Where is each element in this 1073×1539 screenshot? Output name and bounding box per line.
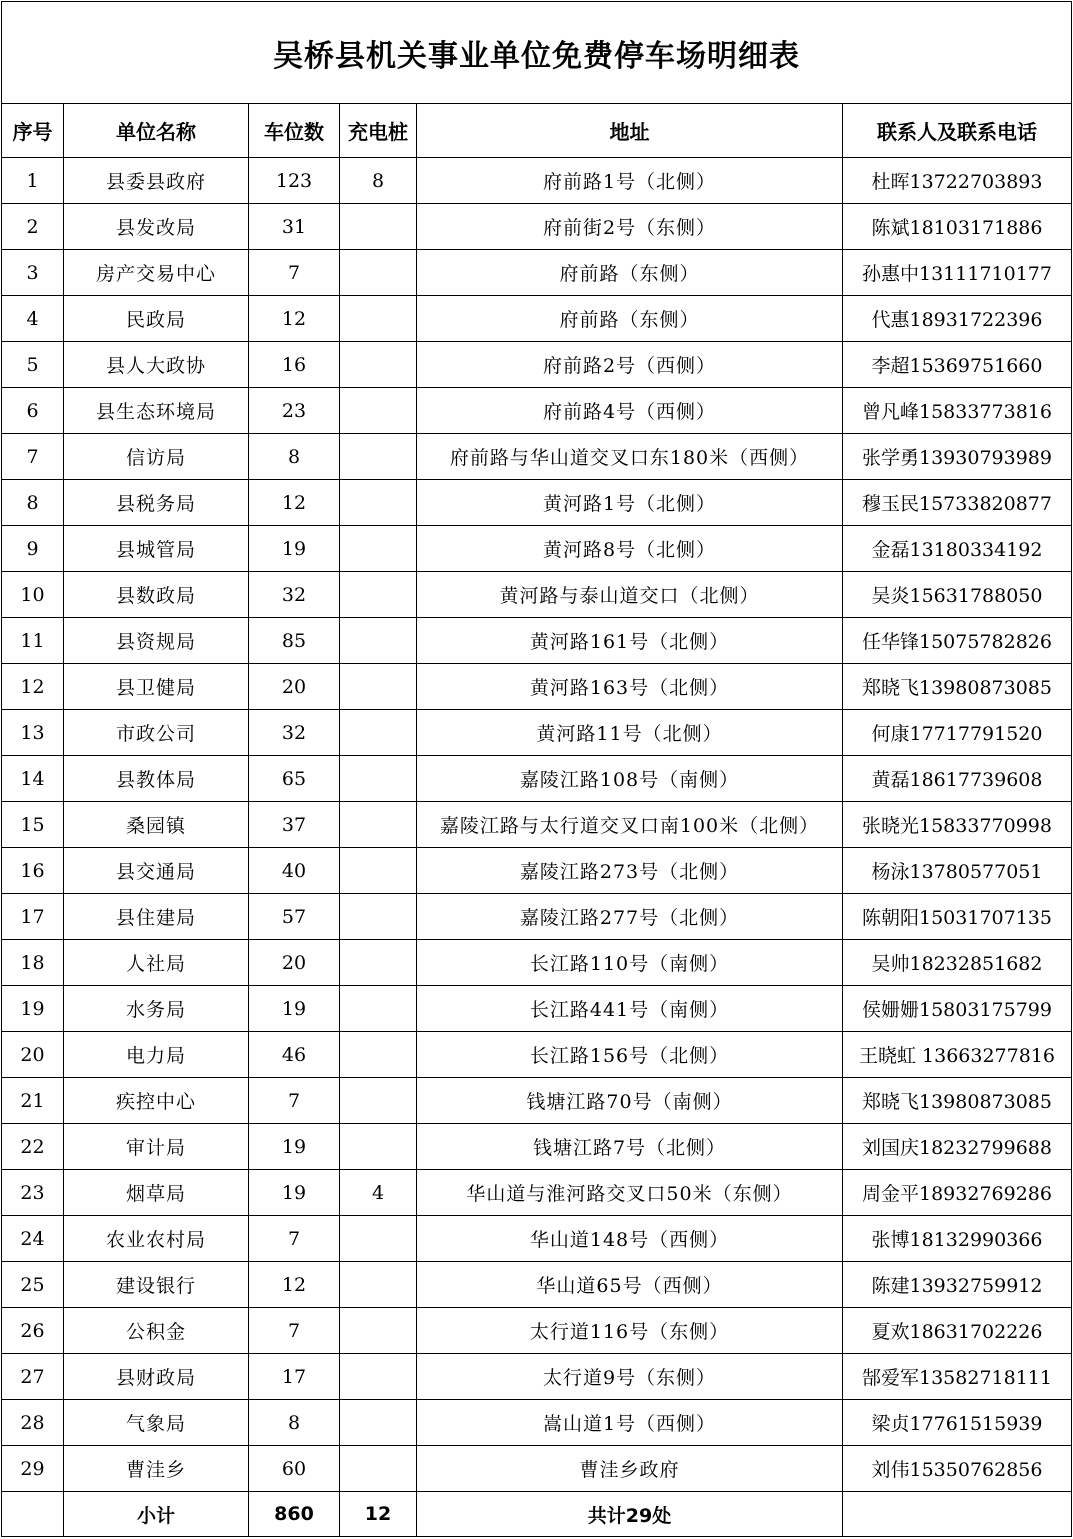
cell-charging-piles xyxy=(340,664,417,710)
cell-address: 府前路（东侧） xyxy=(417,250,843,296)
cell-unit-name: 县城管局 xyxy=(64,526,249,572)
cell-unit-name: 建设银行 xyxy=(64,1262,249,1308)
cell-address: 府前路（东侧） xyxy=(417,296,843,342)
cell-address: 黄河路163号（北侧） xyxy=(417,664,843,710)
cell-parking-spaces: 19 xyxy=(249,526,340,572)
cell-index: 22 xyxy=(2,1124,64,1170)
cell-unit-name: 疾控中心 xyxy=(64,1078,249,1124)
cell-charging-piles xyxy=(340,618,417,664)
cell-contact: 代惠18931722396 xyxy=(843,296,1072,342)
cell-charging-piles xyxy=(340,572,417,618)
cell-parking-spaces: 16 xyxy=(249,342,340,388)
cell-charging-piles xyxy=(340,388,417,434)
cell-charging-piles xyxy=(340,940,417,986)
cell-unit-name: 县委县政府 xyxy=(64,158,249,204)
cell-charging-piles xyxy=(340,802,417,848)
cell-charging-piles: 4 xyxy=(340,1170,417,1216)
cell-address: 嘉陵江路108号（南侧） xyxy=(417,756,843,802)
cell-parking-spaces: 7 xyxy=(249,1078,340,1124)
cell-address: 黄河路11号（北侧） xyxy=(417,710,843,756)
table-row xyxy=(2,296,1072,342)
cell-contact: 黄磊18617739608 xyxy=(843,756,1072,802)
parking-lot-table xyxy=(1,1,1072,1537)
cell-charging-piles xyxy=(340,1400,417,1446)
cell-index: 13 xyxy=(2,710,64,756)
table-row xyxy=(2,1032,1072,1078)
cell-index: 11 xyxy=(2,618,64,664)
cell-index: 24 xyxy=(2,1216,64,1262)
cell-index: 6 xyxy=(2,388,64,434)
cell-unit-name: 县发改局 xyxy=(64,204,249,250)
cell-address: 长江路156号（北侧） xyxy=(417,1032,843,1078)
cell-contact: 陈建13932759912 xyxy=(843,1262,1072,1308)
subtotal-row xyxy=(2,1492,1072,1537)
cell-contact: 张博18132990366 xyxy=(843,1216,1072,1262)
cell-unit-name: 市政公司 xyxy=(64,710,249,756)
cell-parking-spaces: 17 xyxy=(249,1354,340,1400)
table-row xyxy=(2,1262,1072,1308)
cell-address: 府前路与华山道交叉口东180米（西侧） xyxy=(417,434,843,480)
cell-charging-piles xyxy=(340,480,417,526)
cell-address: 黄河路与泰山道交口（北侧） xyxy=(417,572,843,618)
cell-address: 府前街2号（东侧） xyxy=(417,204,843,250)
cell-parking-spaces: 85 xyxy=(249,618,340,664)
cell-index: 3 xyxy=(2,250,64,296)
cell-index: 9 xyxy=(2,526,64,572)
table-row xyxy=(2,526,1072,572)
cell-parking-spaces: 20 xyxy=(249,664,340,710)
cell-address: 太行道116号（东侧） xyxy=(417,1308,843,1354)
cell-contact: 张学勇13930793989 xyxy=(843,434,1072,480)
cell-contact: 张晓光15833770998 xyxy=(843,802,1072,848)
cell-index: 4 xyxy=(2,296,64,342)
cell-address: 府前路2号（西侧） xyxy=(417,342,843,388)
cell-address: 黄河路8号（北侧） xyxy=(417,526,843,572)
cell-address: 黄河路161号（北侧） xyxy=(417,618,843,664)
table-row xyxy=(2,1078,1072,1124)
cell-address: 华山道65号（西侧） xyxy=(417,1262,843,1308)
cell-address: 钱塘江路7号（北侧） xyxy=(417,1124,843,1170)
cell-charging-piles xyxy=(340,296,417,342)
cell-contact: 杜晖13722703893 xyxy=(843,158,1072,204)
cell-index: 19 xyxy=(2,986,64,1032)
table-row xyxy=(2,848,1072,894)
table-row xyxy=(2,940,1072,986)
cell-contact: 吴帅18232851682 xyxy=(843,940,1072,986)
cell-contact: 吴炎15631788050 xyxy=(843,572,1072,618)
table-row xyxy=(2,204,1072,250)
cell-charging-piles xyxy=(340,250,417,296)
cell-charging-piles xyxy=(340,986,417,1032)
cell-address: 太行道9号（东侧） xyxy=(417,1354,843,1400)
cell-address: 钱塘江路70号（南侧） xyxy=(417,1078,843,1124)
cell-charging-piles xyxy=(340,710,417,756)
cell-parking-spaces: 8 xyxy=(249,1400,340,1446)
cell-contact: 孙惠中13111710177 xyxy=(843,250,1072,296)
cell-contact: 王晓虹 13663277816 xyxy=(843,1032,1072,1078)
cell-parking-spaces: 19 xyxy=(249,1124,340,1170)
cell-address: 黄河路1号（北侧） xyxy=(417,480,843,526)
cell-contact: 陈朝阳15031707135 xyxy=(843,894,1072,940)
header-row xyxy=(2,104,1072,158)
cell-contact: 刘国庆18232799688 xyxy=(843,1124,1072,1170)
cell-contact: 陈斌18103171886 xyxy=(843,204,1072,250)
cell-address: 华山道148号（西侧） xyxy=(417,1216,843,1262)
cell-unit-name: 县资规局 xyxy=(64,618,249,664)
cell-unit-name: 桑园镇 xyxy=(64,802,249,848)
cell-parking-spaces: 8 xyxy=(249,434,340,480)
subtotal-label: 小计 xyxy=(64,1492,249,1537)
table-row xyxy=(2,1216,1072,1262)
cell-unit-name: 人社局 xyxy=(64,940,249,986)
cell-parking-spaces: 7 xyxy=(249,1216,340,1262)
cell-parking-spaces: 65 xyxy=(249,756,340,802)
header-contact: 联系人及联系电话 xyxy=(843,104,1072,158)
cell-charging-piles: 8 xyxy=(340,158,417,204)
cell-contact: 郜爱军13582718111 xyxy=(843,1354,1072,1400)
cell-unit-name: 电力局 xyxy=(64,1032,249,1078)
cell-index: 8 xyxy=(2,480,64,526)
table-row xyxy=(2,1354,1072,1400)
table-row xyxy=(2,756,1072,802)
cell-charging-piles xyxy=(340,1354,417,1400)
cell-unit-name: 县交通局 xyxy=(64,848,249,894)
table-row xyxy=(2,480,1072,526)
cell-unit-name: 信访局 xyxy=(64,434,249,480)
cell-index: 7 xyxy=(2,434,64,480)
header-address: 地址 xyxy=(417,104,843,158)
cell-charging-piles xyxy=(340,756,417,802)
cell-charging-piles xyxy=(340,434,417,480)
cell-index: 15 xyxy=(2,802,64,848)
cell-address: 长江路110号（南侧） xyxy=(417,940,843,986)
cell-parking-spaces: 57 xyxy=(249,894,340,940)
cell-address: 嘉陵江路277号（北侧） xyxy=(417,894,843,940)
table-row xyxy=(2,1170,1072,1216)
cell-index: 28 xyxy=(2,1400,64,1446)
table-row xyxy=(2,802,1072,848)
cell-address: 嵩山道1号（西侧） xyxy=(417,1400,843,1446)
cell-parking-spaces: 20 xyxy=(249,940,340,986)
table-row xyxy=(2,158,1072,204)
cell-index: 21 xyxy=(2,1078,64,1124)
table-row xyxy=(2,342,1072,388)
subtotal-contact-cell xyxy=(843,1492,1072,1537)
cell-charging-piles xyxy=(340,1262,417,1308)
table-row xyxy=(2,986,1072,1032)
cell-unit-name: 审计局 xyxy=(64,1124,249,1170)
cell-parking-spaces: 46 xyxy=(249,1032,340,1078)
cell-address: 曹洼乡政府 xyxy=(417,1446,843,1492)
cell-address: 华山道与淮河路交叉口50米（东侧） xyxy=(417,1170,843,1216)
cell-parking-spaces: 19 xyxy=(249,1170,340,1216)
cell-parking-spaces: 123 xyxy=(249,158,340,204)
cell-charging-piles xyxy=(340,1446,417,1492)
table-row xyxy=(2,664,1072,710)
cell-contact: 侯姗姗15803175799 xyxy=(843,986,1072,1032)
cell-parking-spaces: 7 xyxy=(249,1308,340,1354)
cell-charging-piles xyxy=(340,204,417,250)
cell-contact: 任华锋15075782826 xyxy=(843,618,1072,664)
cell-index: 29 xyxy=(2,1446,64,1492)
cell-contact: 梁贞17761515939 xyxy=(843,1400,1072,1446)
table-row xyxy=(2,1400,1072,1446)
cell-unit-name: 公积金 xyxy=(64,1308,249,1354)
cell-unit-name: 县生态环境局 xyxy=(64,388,249,434)
cell-index: 12 xyxy=(2,664,64,710)
cell-index: 10 xyxy=(2,572,64,618)
cell-parking-spaces: 12 xyxy=(249,1262,340,1308)
cell-charging-piles xyxy=(340,848,417,894)
cell-parking-spaces: 31 xyxy=(249,204,340,250)
cell-unit-name: 房产交易中心 xyxy=(64,250,249,296)
cell-index: 23 xyxy=(2,1170,64,1216)
cell-index: 1 xyxy=(2,158,64,204)
cell-index: 17 xyxy=(2,894,64,940)
header-parking-spaces: 车位数 xyxy=(249,104,340,158)
cell-unit-name: 县数政局 xyxy=(64,572,249,618)
cell-parking-spaces: 37 xyxy=(249,802,340,848)
cell-unit-name: 水务局 xyxy=(64,986,249,1032)
cell-contact: 郑晓飞13980873085 xyxy=(843,664,1072,710)
table-row xyxy=(2,434,1072,480)
cell-contact: 何康17717791520 xyxy=(843,710,1072,756)
cell-parking-spaces: 12 xyxy=(249,296,340,342)
table-row xyxy=(2,250,1072,296)
cell-unit-name: 县卫健局 xyxy=(64,664,249,710)
cell-index: 26 xyxy=(2,1308,64,1354)
cell-charging-piles xyxy=(340,1216,417,1262)
cell-contact: 夏欢18631702226 xyxy=(843,1308,1072,1354)
table-row xyxy=(2,1124,1072,1170)
cell-index: 14 xyxy=(2,756,64,802)
cell-contact: 穆玉民15733820877 xyxy=(843,480,1072,526)
cell-charging-piles xyxy=(340,526,417,572)
table-row xyxy=(2,572,1072,618)
cell-unit-name: 县住建局 xyxy=(64,894,249,940)
table-row xyxy=(2,1446,1072,1492)
cell-contact: 李超15369751660 xyxy=(843,342,1072,388)
cell-charging-piles xyxy=(340,1124,417,1170)
cell-address: 嘉陵江路与太行道交叉口南100米（北侧） xyxy=(417,802,843,848)
header-unit-name: 单位名称 xyxy=(64,104,249,158)
table-row xyxy=(2,710,1072,756)
cell-unit-name: 县税务局 xyxy=(64,480,249,526)
cell-parking-spaces: 32 xyxy=(249,710,340,756)
subtotal-summary: 共计29处 xyxy=(417,1492,843,1537)
cell-charging-piles xyxy=(340,894,417,940)
cell-unit-name: 县人大政协 xyxy=(64,342,249,388)
table-row xyxy=(2,894,1072,940)
cell-address: 府前路4号（西侧） xyxy=(417,388,843,434)
table-row xyxy=(2,618,1072,664)
cell-address: 长江路441号（南侧） xyxy=(417,986,843,1032)
cell-contact: 曾凡峰15833773816 xyxy=(843,388,1072,434)
table-row xyxy=(2,1308,1072,1354)
table-row xyxy=(2,388,1072,434)
subtotal-spaces: 860 xyxy=(249,1492,340,1537)
cell-contact: 杨泳13780577051 xyxy=(843,848,1072,894)
cell-parking-spaces: 32 xyxy=(249,572,340,618)
cell-index: 20 xyxy=(2,1032,64,1078)
cell-contact: 郑晓飞13980873085 xyxy=(843,1078,1072,1124)
cell-address: 嘉陵江路273号（北侧） xyxy=(417,848,843,894)
cell-unit-name: 曹洼乡 xyxy=(64,1446,249,1492)
cell-charging-piles xyxy=(340,1032,417,1078)
cell-contact: 金磊13180334192 xyxy=(843,526,1072,572)
cell-charging-piles xyxy=(340,342,417,388)
cell-unit-name: 农业农村局 xyxy=(64,1216,249,1262)
subtotal-chargers: 12 xyxy=(340,1492,417,1537)
cell-parking-spaces: 19 xyxy=(249,986,340,1032)
cell-unit-name: 烟草局 xyxy=(64,1170,249,1216)
cell-parking-spaces: 60 xyxy=(249,1446,340,1492)
header-index: 序号 xyxy=(2,104,64,158)
cell-parking-spaces: 7 xyxy=(249,250,340,296)
cell-charging-piles xyxy=(340,1078,417,1124)
table-title: 吴桥县机关事业单位免费停车场明细表 xyxy=(2,2,1072,104)
cell-charging-piles xyxy=(340,1308,417,1354)
subtotal-index-cell xyxy=(2,1492,64,1537)
cell-contact: 周金平18932769286 xyxy=(843,1170,1072,1216)
cell-unit-name: 民政局 xyxy=(64,296,249,342)
cell-index: 16 xyxy=(2,848,64,894)
cell-unit-name: 气象局 xyxy=(64,1400,249,1446)
header-charging-piles: 充电桩 xyxy=(340,104,417,158)
cell-unit-name: 县教体局 xyxy=(64,756,249,802)
cell-index: 27 xyxy=(2,1354,64,1400)
cell-index: 5 xyxy=(2,342,64,388)
cell-index: 25 xyxy=(2,1262,64,1308)
cell-address: 府前路1号（北侧） xyxy=(417,158,843,204)
cell-parking-spaces: 40 xyxy=(249,848,340,894)
cell-contact: 刘伟15350762856 xyxy=(843,1446,1072,1492)
cell-index: 2 xyxy=(2,204,64,250)
cell-unit-name: 县财政局 xyxy=(64,1354,249,1400)
cell-parking-spaces: 23 xyxy=(249,388,340,434)
cell-index: 18 xyxy=(2,940,64,986)
cell-parking-spaces: 12 xyxy=(249,480,340,526)
